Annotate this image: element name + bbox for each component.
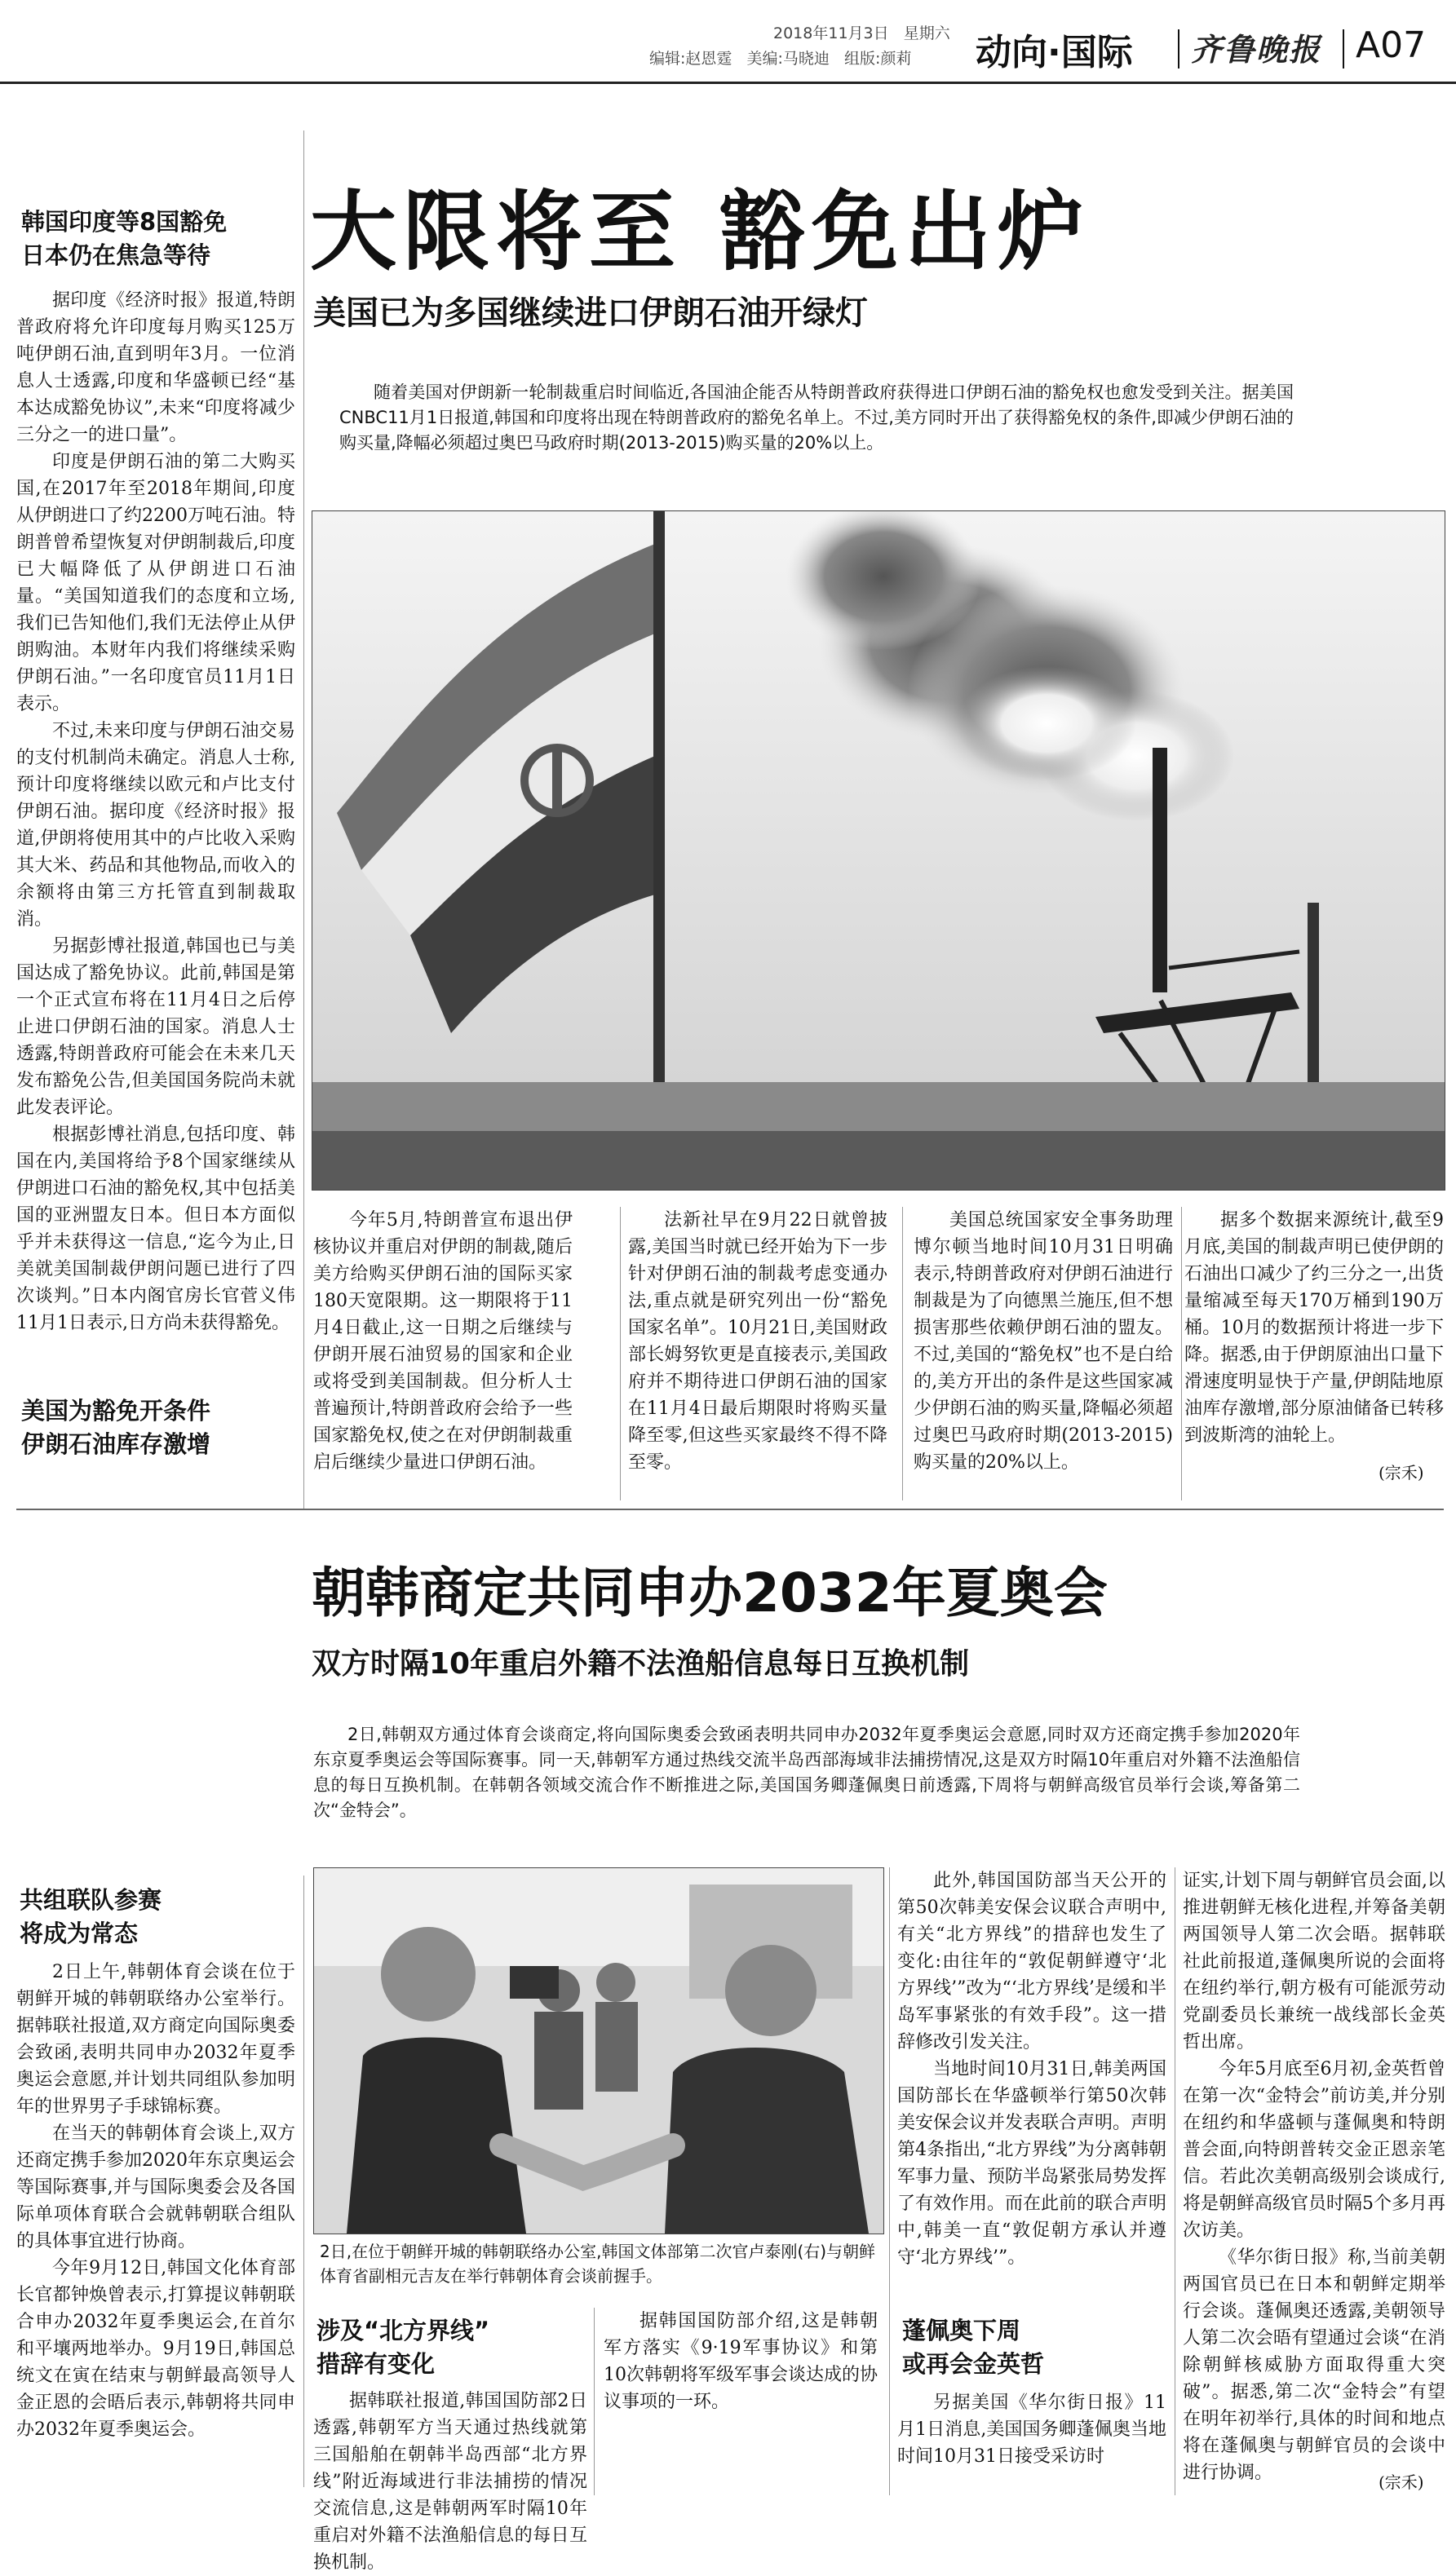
handshake-photo-caption: 2日,在位于朝鲜开城的韩朝联络办公室,韩国文体部第二次官卢泰刚(右)与朝鲜体育省副相元吉友在举行韩朝体育会谈前握手。 <box>320 2242 876 2286</box>
story2-col3-para: 当地时间10月31日,韩美两国国防部长在华盛顿举行第50次韩美安保会议并发表联合声明。声明第4条指出,“北方界线”为分离韩朝军事力量、预防半岛紧张局势发挥了有效作用。而在此前的联合声明中,韩美一直“敦促朝方承认并遵守‘北方界线’”。 <box>897 2059 1167 2268</box>
story1-column-3 <box>914 1207 1173 1476</box>
story2-col4-para: 《华尔街日报》称,当前美朝两国官员已在日本和朝鲜定期举行会谈。蓬佩奥还透露,美朝领导人第二次会晤有望通过会谈“在消除朝鲜核威胁方面取得重大突破”。据悉,第二次“金特会”有望在明年初举行,具体的时间和地点将在蓬佩奥与朝鲜官员的会谈中进行协调。 <box>1183 2247 1445 2483</box>
masthead-divider-1 <box>1178 29 1179 68</box>
story2-lead-text: 2日,韩朝双方通过体育会谈商定,将向国际奥委会致函表明共同申办2032年夏季奥运会意愿,同时双方还商定携手参加2020年东京夏季奥运会等国际赛事。同一天,韩朝军方通过热线交流半岛西部海域非法捕捞情况,这是双方时隔10年重启对外籍不法渔船信息的每日互换机制。在韩朝各领域交流合作不断推进之际,美国国务卿蓬佩奥日前透露,下周将与朝鲜高级官员举行会谈,筹备第二次“金特会”。 <box>313 1725 1300 1820</box>
story1-side-para: 根据彭博社消息,包括印度、韩国在内,美国将给予8个国家继续从伊朗进口石油的豁免权,其中包括美国的亚洲盟友日本。但日本方面似乎并未获得这一信息,“迄今为止,日美就美国制裁伊朗问题已进行了四次谈判。”日本内阁官房长官菅义伟11月1日表示,日方尚未获得豁免。 <box>16 1125 295 1333</box>
story2-lead <box>313 1722 1300 1823</box>
story-separator <box>16 1509 1444 1510</box>
story2-side-head: 共组联队参赛 将成为常态 <box>20 1886 162 1947</box>
story2-mid-head: 涉及“北方界线” 措辞有变化 <box>316 2317 490 2378</box>
story2-sidebar-divider <box>303 1876 304 2487</box>
story2-col-divider <box>594 2308 595 2495</box>
story1-title: 大限将至 豁免出炉 <box>310 182 1091 282</box>
story2-col4-para: 今年5月底至6月初,金英哲曾在第一次“金特会”前访美,并分别在纽约和华盛顿与蓬佩奥和特朗普会面,向特朗普转交金正恩亲笔信。若此次美朝高级别会谈成行,将是朝鲜高级官员时隔5个多月再次访美。 <box>1183 2059 1445 2241</box>
story1-column-4 <box>1184 1207 1444 1449</box>
masthead-date <box>773 21 950 43</box>
story2-col3-tail <box>897 2389 1166 2470</box>
story2-col-divider <box>889 1867 890 2495</box>
story2-col3-para: 此外,韩国国防部当天公开的第50次韩美安保会议联合声明中,有关“北方界线”的措辞也发生了变化:由往年的“敦促朝鲜遵守‘北方界线’”改为“‘北方界线’是缓和半岛军事紧张的有效手段”。这一措辞修改引发关注。 <box>897 1871 1166 2052</box>
story1-side-head-2: 美国为豁免开条件 伊朗石油库存激增 <box>21 1397 211 1458</box>
story1-column-2 <box>628 1207 887 1476</box>
story1-side-para: 不过,未来印度与伊朗石油交易的支付机制尚未确定。消息人士称,预计印度将继续以欧元和卢比支付伊朗石油。据印度《经济时报》报道,伊朗将使用其中的卢比收入采购其大米、药品和其他物品,而收入的余额将由第三方托管直到制裁取消。 <box>16 721 295 930</box>
story1-lead-text: 随着美国对伊朗新一轮制裁重启时间临近,各国油企能否从特朗普政府获得进口伊朗石油的豁免权也愈发受到关注。据美国CNBC11月1日报道,韩国和印度将出现在特朗普政府的豁免名单上。不过,美方同时开出了获得豁免权的条件,即减少伊朗石油的购买量,降幅必须超过奥巴马政府时期(2013-2015)购买量的20%以上。 <box>339 382 1294 453</box>
page-number: A07 <box>1356 24 1427 66</box>
story2-title: 朝韩商定共同申办2032年夏奥会 <box>312 1562 1108 1624</box>
story1-col-divider <box>1181 1207 1182 1500</box>
story1-column-text: 据多个数据来源统计,截至9月底,美国的制裁声明已使伊朗的石油出口减少了约三分之一,出货量缩减至每天170万桶到190万桶。10月的数据预计将进一步下降。据悉,由于伊朗原油出口量下滑速度明显快于产量,伊朗陆地原油库存激增,部分原油储备已转移到波斯湾的油轮上。 <box>1184 1210 1444 1446</box>
story2-column-3 <box>897 1867 1166 2271</box>
story1-col-divider <box>620 1207 621 1500</box>
story2-col4-para: 证实,计划下周与朝鲜官员会面,以推进朝鲜无核化进程,并筹备美朝两国领导人第二次会晤。据韩联社此前报道,蓬佩奥所说的会面将在纽约举行,朝方极有可能派劳动党副委员长兼统一战线部长金英哲出席。 <box>1183 1871 1445 2052</box>
story1-side-para: 据印度《经济时报》报道,特朗普政府将允许印度每月购买125万吨伊朗石油,直到明年3月。一位消息人士透露,印度和华盛顿已经“基本达成豁免协议”,未来“印度将减少三分之一的进口量”。 <box>16 290 295 445</box>
story2-column-4 <box>1183 1867 1445 2486</box>
masthead-rule <box>0 82 1456 84</box>
story2-subtitle: 双方时隔10年重启外籍不法渔船信息每日互换机制 <box>312 1647 970 1681</box>
masthead-credits: 编辑:赵恩霆 美编:马晓迪 组版:颜莉 <box>649 50 912 68</box>
story1-side-para: 印度是伊朗石油的第二大购买国,在2017年至2018年期间,印度从伊朗进口了约2200万吨石油。特朗普曾希望恢复对伊朗制裁后,印度已大幅降低了从伊朗进口石油量。“美国知道我们的态度和立场,我们已告知他们,我们无法停止从伊朗购油。本财年内我们将继续采购伊朗石油。”一名印度官员11月1日表示。 <box>16 452 295 714</box>
story1-column-text: 美国总统国家安全事务助理博尔顿当地时间10月31日明确表示,特朗普政府对伊朗石油进行制裁是为了向德黑兰施压,但不想损害那些依赖伊朗石油的盟友。不过,美国的“豁免权”也不是白给的,美方开出的条件是这些国家减少伊朗石油的购买量,降幅必须超过奥巴马政府时期(2013-2015)购买量的20%以上。 <box>914 1210 1173 1473</box>
story1-sidebar-divider <box>303 130 304 1509</box>
story1-column-text: 法新社早在9月22日就曾披露,美国当时就已经开始为下一步针对伊朗石油的制裁考虑变通办法,重点就是研究列出一份“豁免国家名单”。10月21日,美国财政部长姆努钦更是直接表示,美国政府并不期待进口伊朗石油的国家在11月4日最后期限时将购买量降至零,但这些买家最终不得不降至零。 <box>628 1210 887 1473</box>
story2-signature: (宗禾) <box>1379 2472 1424 2492</box>
story1-lead <box>339 380 1294 456</box>
issue-weekday: 星期六 <box>903 24 950 42</box>
story2-side-para: 在当天的韩朝体育会谈上,双方还商定携手参加2020年东京奥运会等国际赛事,并与国际奥委会及各国际单项体育联合会就韩朝联合组队的具体事宜进行协商。 <box>16 2123 295 2251</box>
story2-col3-tail-text: 另据美国《华尔街日报》11月1日消息,美国国务卿蓬佩奥当地时间10月31日接受采访时 <box>897 2393 1166 2467</box>
story2-col3-head: 蓬佩奥下周 或再会金英哲 <box>902 2317 1045 2378</box>
story1-column-1 <box>313 1207 573 1476</box>
story1-column-text: 今年5月,特朗普宣布退出伊核协议并重启对伊朗的制裁,随后美方给购买伊朗石油的国际买家180天宽限期。这一期限将于11月4日截止,这一日期之后继续与伊朗开展石油贸易的国家和企业或将受到美国制裁。但分析人士普遍预计,特朗普政府会给予一些国家豁免权,使之在对伊朗制裁重启后继续少量进口伊朗石油。 <box>313 1210 573 1473</box>
story2-mid-text: 据韩国国防部介绍,这是韩朝军方落实《9·19军事协议》和第10次韩朝将军级军事会谈达成的协议事项的一环。 <box>604 2311 878 2412</box>
masthead-divider-2 <box>1343 29 1344 68</box>
story1-signature: (宗禾) <box>1379 1463 1424 1482</box>
story1-side-head: 韩国印度等8国豁免 日本仍在焦急等待 <box>21 208 228 269</box>
story2-mid-col-1 <box>313 2388 587 2576</box>
paper-logo: 齐鲁晚报 <box>1191 31 1322 68</box>
photo-illustration <box>312 511 1445 1190</box>
issue-date: 2018年11月3日 <box>773 24 889 42</box>
story2-mid-col-2 <box>604 2308 878 2415</box>
story1-subtitle: 美国已为多国继续进口伊朗石油开绿灯 <box>313 294 868 332</box>
iran-flag-oil-flare-photo <box>312 510 1445 1191</box>
story1-side-text <box>16 287 295 1337</box>
story2-mid-text: 据韩联社报道,韩国国防部2日透露,韩朝军方当天通过热线就第三国船舶在朝韩半岛西部“北方界线”附近海域进行非法捕捞的情况交流信息,这是韩朝两军时隔10年重启对外籍不法渔船信息的每日互换机制。 <box>313 2391 587 2573</box>
handshake-photo <box>313 1867 884 2234</box>
story2-side-para: 今年9月12日,韩国文化体育部长官都钟焕曾表示,打算提议韩朝联合申办2032年夏季奥运会,在首尔和平壤两地举办。9月19日,韩国总统文在寅在结束与朝鲜最高领导人金正恩的会晤后表示,韩朝将共同申办2032年夏季奥运会。 <box>16 2258 295 2440</box>
photo-illustration <box>314 1868 883 2234</box>
section-title: 动向·国际 <box>976 32 1133 73</box>
story1-col-divider <box>902 1207 903 1500</box>
story2-side-para: 2日上午,韩朝体育会谈在位于朝鲜开城的韩朝联络办公室举行。据韩联社报道,双方商定向国际奥委会致函,表明共同申办2032年夏季奥运会意愿,并计划共同组队参加明年的世界男子手球锦标赛。 <box>16 1962 295 2117</box>
story1-side-para: 另据彭博社报道,韩国也已与美国达成了豁免协议。此前,韩国是第一个正式宣布将在11月4日之后停止进口伊朗石油的国家。消息人士透露,特朗普政府可能会在未来几天发布豁免公告,但美国国务院尚未就此发表评论。 <box>16 936 295 1118</box>
story2-side-text <box>16 1959 295 2443</box>
